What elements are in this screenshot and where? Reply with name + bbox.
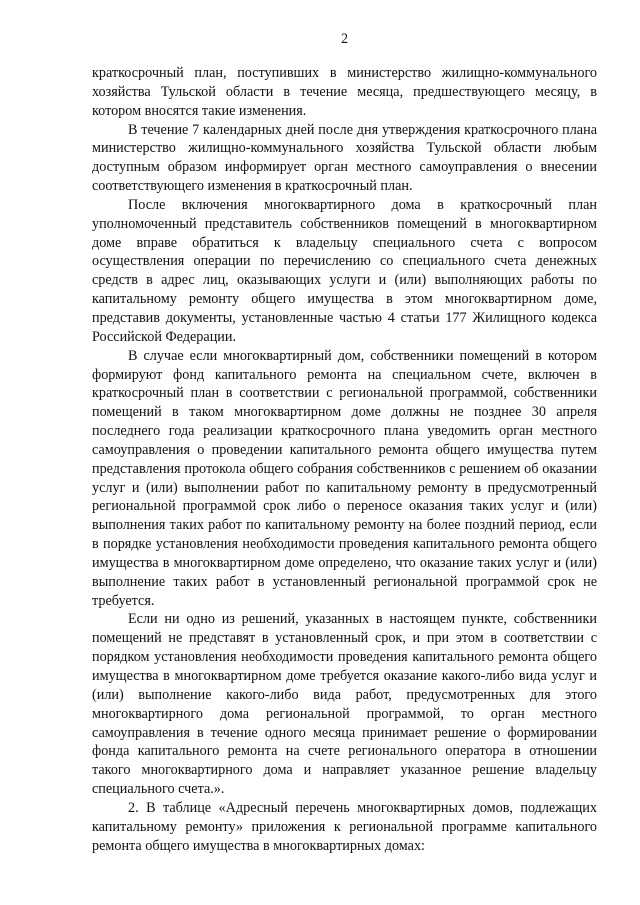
document-body — [92, 64, 597, 855]
document-page — [92, 30, 597, 855]
paragraph-special-account: После включения многоквартирного дома в краткосрочный план уполномоченный представитель собственников помещений в многоквартирном доме вправе обратиться к владельцу специального счета с вопросом осуществления операции по перечислению со специального счета денежных средств в адрес лиц, оказывающих услуги и (или) выполняющих работы по капитальному ремонту общего имущества в этом многоквартирном доме, представив документы, установленные частью 4 статьи 177 Жилищного кодекса Российской Федерации. — [92, 196, 597, 345]
paragraph-item-2: 2. В таблице «Адресный перечень многоквартирных домов, подлежащих капитальному ремонту» приложения к региональной программе капитального ремонта общего имущества в многоквартирных домах: — [92, 799, 597, 854]
paragraph-no-decision: Если ни одно из решений, указанных в настоящем пункте, собственники помещений не представят в установленный срок, и при этом в соответствии с порядком установления необходимости проведения капитального ремонта общего имущества в многоквартирном доме требуется оказание какого-либо вида услуг и (или) выполнение какого-либо вида работ, предусмотренных для этого многоквартирного дома региональной программой, то орган местного самоуправления в течение одного месяца принимает решение о формировании фонда капитального ремонта на счете регионального оператора в отношении такого многоквартирного дома и направляет указанное решение владельцу специального счета.». — [92, 611, 597, 798]
paragraph-notification: В течение 7 календарных дней после дня утверждения краткосрочного плана министерство жилищно-коммунального хозяйства Тульской области любым доступным образом информирует орган местного самоуправления о внесении соответствующего изменения в краткосрочный план. — [92, 121, 597, 195]
paragraph-continuation: краткосрочный план, поступивших в министерство жилищно-коммунального хозяйства Тульской области в течение месяца, предшествующего месяцу, в котором вносятся такие изменения. — [92, 65, 597, 119]
paragraph-deadline: В случае если многоквартирный дом, собственники помещений в котором формируют фонд капитального ремонта на специальном счете, включен в краткосрочный план в соответствии с региональной программой, собственники помещений в таком многоквартирном доме должны не позднее 30 апреля последнего года реализации краткосрочного плана уведомить орган местного самоуправления о проведении капитального ремонта общего имущества путем представления протокола общего собрания собственников с решением об оказании услуг и (или) выполнении работ по капитальному ремонту в предусмотренный региональной программой срок либо о переносе оказания таких услуг и (или) выполнения таких работ по капитальному ремонту на более поздний период, если в порядке установления необходимости проведения капитального ремонта общего имущества в многоквартирном доме определено, что оказание таких услуг и (или) выполнение таких работ в установленный региональной программой срок не требуется. — [92, 347, 597, 609]
page-number: 2 — [340, 31, 349, 47]
